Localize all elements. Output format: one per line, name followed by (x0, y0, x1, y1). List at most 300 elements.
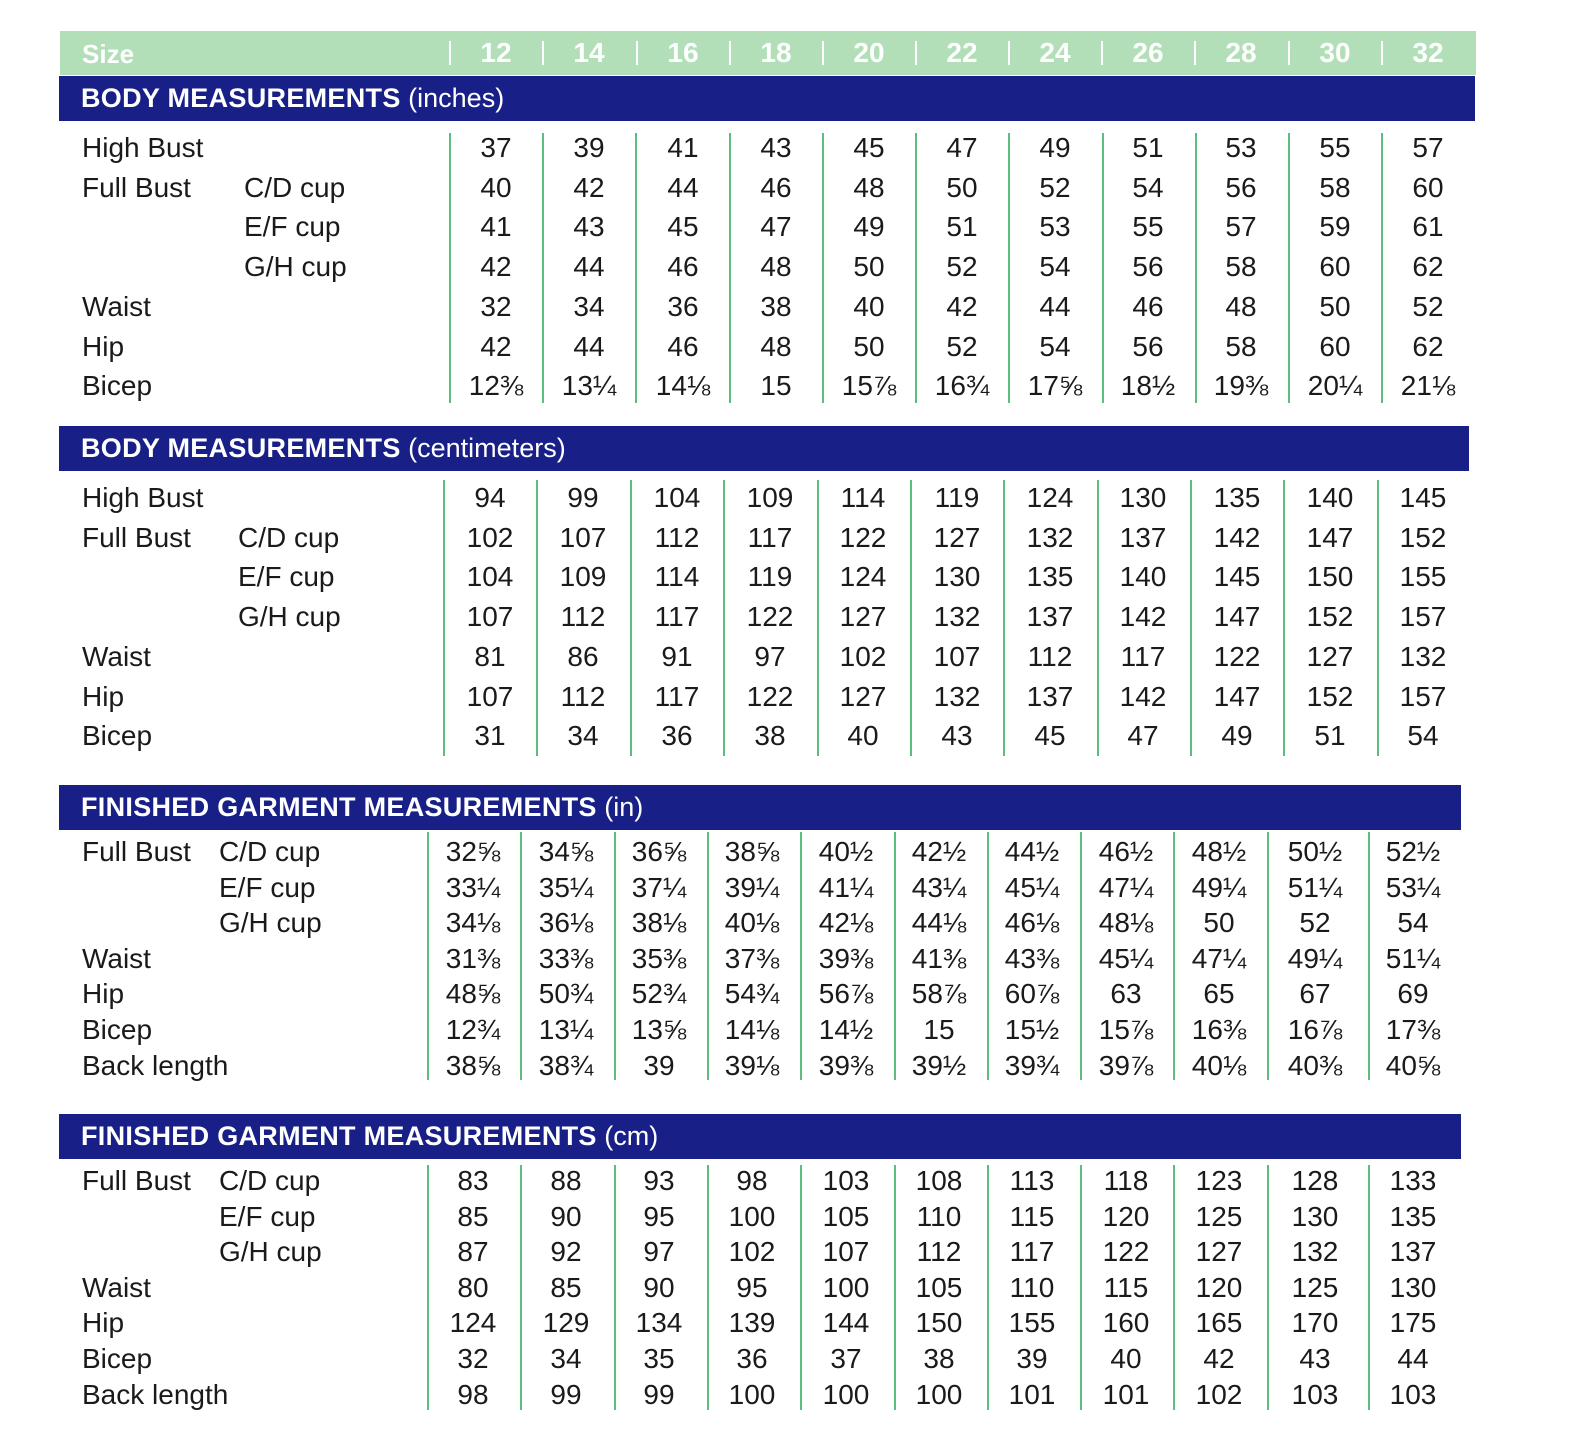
table-cell: 87 (457, 1236, 489, 1268)
table-cell: 157 (1399, 601, 1447, 633)
section-title-bar (59, 426, 1469, 471)
table-cell: 112 (560, 680, 606, 712)
table-cell: 38¾ (538, 1049, 594, 1081)
table-cell: 39½ (911, 1049, 967, 1081)
table-cell: 117 (1120, 640, 1166, 672)
table-cell: 45 (1034, 720, 1066, 752)
table-cell: 175 (1389, 1307, 1437, 1339)
table-cell: 88 (550, 1165, 582, 1196)
table-cell: 107 (822, 1236, 870, 1268)
table-cell: 57 (1225, 211, 1257, 243)
table-cell: 49 (853, 211, 885, 243)
table-cell: 152 (1399, 521, 1447, 553)
table-cell: 38 (760, 290, 792, 322)
table-cell: 134 (635, 1307, 683, 1339)
table-cell: 39⅜ (818, 942, 874, 974)
table-cell: 127 (839, 680, 887, 712)
table-row (0, 1272, 1574, 1308)
table-cell: 32 (457, 1343, 489, 1374)
table-cell: 135 (1026, 561, 1074, 593)
table-cell: 17⅝ (1027, 370, 1083, 402)
table-cell: 120 (1195, 1271, 1243, 1303)
table-cell: 160 (1102, 1307, 1150, 1339)
table-row (0, 522, 1574, 558)
table-cell: 137 (1389, 1236, 1437, 1268)
row-label: Back length (82, 1049, 229, 1081)
table-cell: 124 (1026, 482, 1074, 513)
table-cell: 52 (1412, 290, 1444, 322)
table-cell: 137 (1026, 601, 1074, 633)
table-cell: 94 (474, 482, 506, 513)
size-separator (542, 41, 544, 65)
table-cell: 83 (457, 1165, 489, 1196)
table-cell: 34 (550, 1343, 582, 1374)
table-cell: 36⅛ (538, 907, 594, 939)
size-16: 16 (667, 37, 699, 68)
table-cell: 127 (1195, 1236, 1243, 1268)
table-cell: 135 (1389, 1200, 1437, 1232)
section-title: FINISHED GARMENT MEASUREMENTS (81, 792, 597, 822)
table-row (0, 978, 1574, 1014)
table-cell: 137 (1119, 521, 1167, 553)
table-cell: 110 (916, 1200, 962, 1232)
table-cell: 98 (457, 1378, 489, 1410)
section-title-bar (59, 785, 1461, 830)
table-cell: 56 (1132, 251, 1164, 283)
table-cell: 100 (728, 1200, 776, 1232)
table-cell: 17⅜ (1385, 1014, 1441, 1045)
table-cell: 37 (480, 132, 512, 163)
table-cell: 152 (1306, 680, 1354, 712)
table-cell: 16¾ (934, 370, 990, 402)
size-14: 14 (573, 37, 605, 68)
table-cell: 109 (559, 561, 607, 593)
table-cell: 39 (573, 132, 605, 163)
table-cell: 86 (567, 640, 599, 672)
table-cell: 18½ (1120, 370, 1176, 402)
table-cell: 54 (1397, 907, 1429, 939)
table-cell: 35 (643, 1343, 675, 1374)
table-cell: 39¼ (724, 871, 780, 903)
table-cell: 40⅛ (1191, 1049, 1247, 1081)
table-cell: 122 (1102, 1236, 1150, 1268)
table-cell: 38⅛ (631, 907, 687, 939)
table-cell: 40⅜ (1287, 1049, 1343, 1081)
table-cell: 51 (946, 211, 978, 243)
table-cell: 113 (1009, 1165, 1055, 1196)
row-label: Bicep (82, 1343, 153, 1374)
table-cell: 41 (667, 132, 699, 163)
table-cell: 46 (667, 330, 699, 362)
table-cell: 155 (1008, 1307, 1056, 1339)
table-cell: 119 (934, 482, 980, 513)
size-28: 28 (1225, 37, 1257, 68)
table-cell: 54 (1039, 330, 1071, 362)
table-cell: 43⅜ (1004, 942, 1060, 974)
size-separator (1194, 41, 1196, 65)
size-separator (1008, 41, 1010, 65)
table-row (0, 601, 1574, 637)
table-cell: 102 (1195, 1378, 1243, 1410)
table-cell: 40 (847, 720, 879, 752)
table-row (0, 211, 1574, 247)
table-cell: 58 (1225, 251, 1257, 283)
table-cell: 127 (839, 601, 887, 633)
table-cell: 14½ (818, 1014, 874, 1045)
table-cell: 46½ (1098, 836, 1154, 867)
table-cell: 101 (1102, 1378, 1150, 1410)
table-cell: 51 (1132, 132, 1164, 163)
table-cell: 36⅝ (631, 836, 687, 867)
table-cell: 43 (1299, 1343, 1331, 1374)
table-cell: 47 (1127, 720, 1159, 752)
table-cell: 19⅜ (1213, 370, 1269, 402)
table-cell: 41¼ (818, 871, 874, 903)
size-24: 24 (1039, 37, 1071, 68)
size-separator (729, 41, 731, 65)
table-cell: 129 (542, 1307, 590, 1339)
table-cell: 95 (643, 1200, 675, 1232)
row-label: Waist (82, 290, 151, 322)
section-unit: (centimeters) (408, 433, 566, 463)
table-cell: 44⅛ (911, 907, 967, 939)
table-row (0, 1165, 1574, 1201)
table-cell: 122 (839, 521, 887, 553)
table-cell: 145 (1399, 482, 1447, 513)
table-cell: 112 (654, 521, 700, 553)
table-cell: 43 (760, 132, 792, 163)
table-cell: 62 (1412, 251, 1444, 283)
table-cell: 125 (1291, 1271, 1339, 1303)
size-header-bar (60, 31, 1476, 75)
size-separator (1381, 41, 1383, 65)
table-cell: 115 (1009, 1200, 1055, 1232)
table-cell: 60 (1412, 171, 1444, 203)
table-cell: 44 (573, 330, 605, 362)
table-cell: 103 (822, 1165, 870, 1196)
table-cell: 45¼ (1004, 871, 1060, 903)
table-cell: 53 (1225, 132, 1257, 163)
row-label: Waist (82, 942, 151, 974)
table-cell: 165 (1195, 1307, 1243, 1339)
table-cell: 48⅛ (1098, 907, 1154, 939)
size-18: 18 (760, 37, 792, 68)
table-cell: 155 (1399, 561, 1447, 593)
table-row (0, 132, 1574, 168)
table-cell: 52 (1299, 907, 1331, 939)
section-title: BODY MEASUREMENTS (81, 83, 401, 113)
table-cell: 39⅛ (724, 1049, 780, 1081)
table-cell: 52 (1039, 171, 1071, 203)
table-cell: 13¼ (538, 1014, 594, 1045)
table-cell: 41 (480, 211, 512, 243)
table-cell: 37⅜ (724, 942, 780, 974)
table-cell: 103 (1389, 1378, 1437, 1410)
row-cup-label: C/D cup (244, 171, 346, 203)
table-cell: 39¾ (1004, 1049, 1060, 1081)
table-cell: 123 (1195, 1165, 1243, 1196)
table-cell: 38 (754, 720, 786, 752)
table-cell: 50 (853, 251, 885, 283)
table-cell: 53 (1039, 211, 1071, 243)
table-cell: 15 (923, 1014, 955, 1045)
table-cell: 52 (946, 330, 978, 362)
row-label: Full Bust (82, 521, 191, 553)
table-cell: 40 (853, 290, 885, 322)
table-row (0, 681, 1574, 717)
table-cell: 95 (736, 1271, 768, 1303)
table-cell: 150 (1306, 561, 1354, 593)
table-cell: 39 (643, 1049, 675, 1081)
table-cell: 35⅜ (631, 942, 687, 974)
table-cell: 45 (667, 211, 699, 243)
section-title: FINISHED GARMENT MEASUREMENTS (81, 1121, 597, 1151)
table-cell: 49¼ (1191, 871, 1247, 903)
table-cell: 63 (1110, 978, 1142, 1010)
table-row (0, 331, 1574, 367)
table-cell: 124 (839, 561, 887, 593)
table-cell: 108 (915, 1165, 963, 1196)
table-cell: 32⅝ (445, 836, 501, 867)
table-row (0, 370, 1574, 406)
table-cell: 105 (822, 1200, 870, 1232)
table-cell: 120 (1102, 1200, 1150, 1232)
table-row (0, 836, 1574, 872)
table-row (0, 943, 1574, 979)
row-cup-label: C/D cup (238, 521, 340, 553)
table-cell: 16⅜ (1191, 1014, 1247, 1045)
table-cell: 117 (1009, 1236, 1055, 1268)
size-20: 20 (853, 37, 885, 68)
table-cell: 93 (643, 1165, 675, 1196)
table-cell: 142 (1119, 680, 1167, 712)
table-cell: 98 (736, 1165, 768, 1196)
row-label: High Bust (82, 482, 204, 513)
row-label: Hip (82, 330, 125, 362)
table-cell: 107 (933, 640, 981, 672)
table-cell: 130 (1389, 1271, 1437, 1303)
table-cell: 40 (1110, 1343, 1142, 1374)
table-cell: 100 (728, 1378, 776, 1410)
table-cell: 133 (1389, 1165, 1437, 1196)
table-cell: 122 (746, 680, 794, 712)
table-cell: 48⅝ (445, 978, 501, 1010)
row-cup-label: G/H cup (238, 601, 341, 633)
size-separator (1288, 41, 1290, 65)
table-cell: 35¼ (538, 871, 594, 903)
table-cell: 107 (466, 680, 514, 712)
table-cell: 91 (661, 640, 693, 672)
table-cell: 53¼ (1385, 871, 1441, 903)
table-cell: 55 (1319, 132, 1351, 163)
table-cell: 15½ (1004, 1014, 1060, 1045)
table-row (0, 872, 1574, 908)
row-label: Full Bust (82, 836, 191, 867)
table-cell: 39⅞ (1098, 1049, 1154, 1081)
row-cup-label: E/F cup (244, 211, 341, 243)
row-label: Hip (82, 1307, 125, 1339)
table-cell: 112 (560, 601, 606, 633)
row-label: Bicep (82, 1014, 153, 1045)
table-cell: 47¼ (1191, 942, 1247, 974)
table-cell: 49 (1039, 132, 1071, 163)
table-row (0, 641, 1574, 677)
section-title-bar (59, 1114, 1461, 1159)
table-cell: 43 (573, 211, 605, 243)
table-cell: 46 (667, 251, 699, 283)
table-cell: 67 (1299, 978, 1331, 1010)
table-cell: 56 (1132, 330, 1164, 362)
table-cell: 34 (573, 290, 605, 322)
table-cell: 114 (654, 561, 700, 593)
table-cell: 46⅛ (1004, 907, 1060, 939)
section-title-bar (59, 76, 1475, 121)
table-cell: 58 (1319, 171, 1351, 203)
table-cell: 15⅞ (1098, 1014, 1154, 1045)
table-cell: 65 (1203, 978, 1235, 1010)
table-cell: 115 (1103, 1271, 1149, 1303)
table-row (0, 1014, 1574, 1050)
table-cell: 46 (760, 171, 792, 203)
table-cell: 144 (822, 1307, 870, 1339)
table-cell: 45 (853, 132, 885, 163)
table-cell: 44 (667, 171, 699, 203)
table-cell: 42 (946, 290, 978, 322)
table-cell: 102 (466, 521, 514, 553)
table-cell: 69 (1397, 978, 1429, 1010)
table-row (0, 1050, 1574, 1086)
table-cell: 52½ (1385, 836, 1441, 867)
table-cell: 56 (1225, 171, 1257, 203)
table-cell: 132 (1291, 1236, 1339, 1268)
table-cell: 54 (1407, 720, 1439, 752)
table-cell: 90 (643, 1271, 675, 1303)
row-label: Bicep (82, 720, 153, 752)
table-cell: 85 (457, 1200, 489, 1232)
section-unit: (cm) (604, 1121, 659, 1151)
table-cell: 14⅛ (724, 1014, 780, 1045)
table-cell: 100 (822, 1378, 870, 1410)
table-cell: 47 (760, 211, 792, 243)
table-cell: 38 (923, 1343, 955, 1374)
table-cell: 104 (466, 561, 514, 593)
table-row (0, 1379, 1574, 1415)
table-cell: 147 (1213, 680, 1261, 712)
table-cell: 122 (746, 601, 794, 633)
table-cell: 43 (941, 720, 973, 752)
table-row (0, 251, 1574, 287)
table-cell: 40 (480, 171, 512, 203)
table-cell: 56⅞ (818, 978, 874, 1010)
table-cell: 13¼ (561, 370, 617, 402)
row-cup-label: G/H cup (219, 1236, 322, 1268)
table-cell: 97 (754, 640, 786, 672)
table-cell: 127 (1306, 640, 1354, 672)
table-cell: 99 (550, 1378, 582, 1410)
table-cell: 39 (1016, 1343, 1048, 1374)
row-label: Back length (82, 1378, 229, 1410)
table-cell: 145 (1213, 561, 1261, 593)
table-cell: 42 (573, 171, 605, 203)
row-cup-label: C/D cup (219, 1165, 321, 1196)
table-cell: 109 (746, 482, 794, 513)
size-30: 30 (1319, 37, 1351, 68)
table-cell: 157 (1399, 680, 1447, 712)
table-cell: 85 (550, 1271, 582, 1303)
table-cell: 42⅛ (818, 907, 874, 939)
table-cell: 104 (653, 482, 701, 513)
table-cell: 34⅝ (538, 836, 594, 867)
table-cell: 15⅞ (841, 370, 897, 402)
size-12: 12 (480, 37, 512, 68)
table-cell: 44 (1397, 1343, 1429, 1374)
table-cell: 117 (654, 601, 700, 633)
table-cell: 41⅜ (911, 942, 967, 974)
table-cell: 45¼ (1098, 942, 1154, 974)
table-row (0, 1307, 1574, 1343)
table-cell: 37 (830, 1343, 862, 1374)
table-cell: 102 (839, 640, 887, 672)
table-cell: 49¼ (1287, 942, 1343, 974)
table-cell: 107 (559, 521, 607, 553)
table-cell: 42 (480, 330, 512, 362)
table-cell: 42 (1203, 1343, 1235, 1374)
table-cell: 44½ (1004, 836, 1060, 867)
table-cell: 48 (853, 171, 885, 203)
table-cell: 21⅛ (1400, 370, 1456, 402)
table-cell: 130 (1291, 1200, 1339, 1232)
table-cell: 130 (933, 561, 981, 593)
table-cell: 38⅝ (724, 836, 780, 867)
table-cell: 49 (1221, 720, 1253, 752)
table-cell: 31⅜ (445, 942, 501, 974)
size-label: Size (82, 39, 135, 69)
table-row (0, 720, 1574, 756)
table-cell: 16⅞ (1287, 1014, 1343, 1045)
row-cup-label: E/F cup (238, 561, 335, 593)
row-label: High Bust (82, 132, 204, 163)
table-cell: 36 (661, 720, 693, 752)
table-cell: 62 (1412, 330, 1444, 362)
table-cell: 125 (1195, 1200, 1243, 1232)
table-cell: 112 (1027, 640, 1073, 672)
table-cell: 81 (474, 640, 506, 672)
table-cell: 47¼ (1098, 871, 1154, 903)
table-cell: 107 (466, 601, 514, 633)
table-cell: 90 (550, 1200, 582, 1232)
table-cell: 34⅛ (445, 907, 501, 939)
row-cup-label: G/H cup (244, 251, 347, 283)
table-cell: 124 (449, 1307, 497, 1339)
table-cell: 110 (1009, 1271, 1055, 1303)
table-cell: 50 (1319, 290, 1351, 322)
table-cell: 40½ (818, 836, 874, 867)
table-cell: 43¼ (911, 871, 967, 903)
table-cell: 127 (933, 521, 981, 553)
table-cell: 48½ (1191, 836, 1247, 867)
table-cell: 51¼ (1287, 871, 1343, 903)
table-cell: 135 (1213, 482, 1261, 513)
table-cell: 42½ (911, 836, 967, 867)
table-cell: 92 (550, 1236, 582, 1268)
table-cell: 44 (573, 251, 605, 283)
table-cell: 12⅜ (468, 370, 524, 402)
table-cell: 142 (1119, 601, 1167, 633)
table-cell: 38⅝ (445, 1049, 501, 1081)
row-cup-label: C/D cup (219, 836, 321, 867)
table-row (0, 907, 1574, 943)
table-row (0, 482, 1574, 518)
